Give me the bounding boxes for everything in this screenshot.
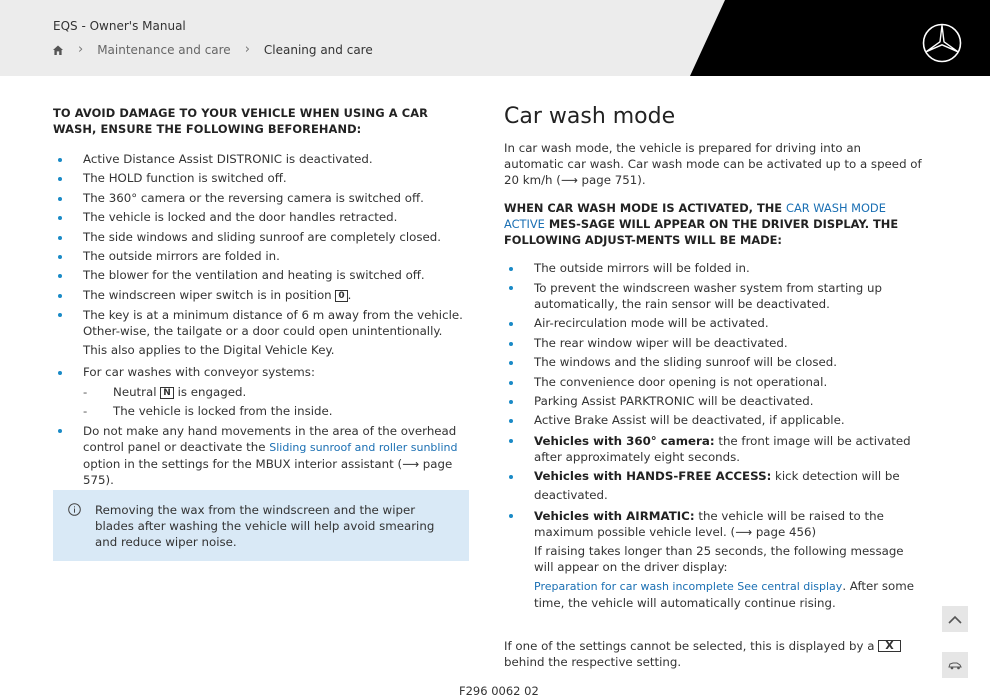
figure-code: F296 0062 02 bbox=[459, 684, 539, 698]
scroll-to-top-button[interactable] bbox=[942, 606, 968, 632]
neutral-key: N bbox=[160, 387, 174, 399]
list-item bbox=[53, 421, 473, 490]
breadcrumb bbox=[52, 42, 387, 57]
header bbox=[0, 0, 990, 76]
sunroof-option-link[interactable]: Sliding sunroof and roller sunblind bbox=[269, 441, 458, 455]
list-item: Active Brake Assist will be deactivated, if applicable. bbox=[504, 411, 924, 430]
list-item: The windscreen wiper switch is in position 0 . bbox=[53, 286, 473, 305]
list-item bbox=[504, 431, 924, 467]
list-item: The outside mirrors are folded in. bbox=[53, 247, 473, 266]
vehicle-button[interactable] bbox=[942, 652, 968, 678]
sub-item bbox=[83, 383, 473, 402]
chevron-up-icon bbox=[948, 615, 962, 624]
neutral-label: Neutral bbox=[113, 384, 157, 399]
list-item bbox=[53, 305, 473, 363]
list-item: Parking Assist PARKTRONIC will be deactivated. bbox=[504, 392, 924, 411]
list-item bbox=[504, 467, 924, 506]
intro-text: In car wash mode, the vehicle is prepared for driving into an automatic car wash. Car wash mode can be activated up to a speed of 20 km/h (⟶ page 751). bbox=[504, 141, 922, 187]
precaution-list bbox=[53, 150, 473, 490]
list-item: The outside mirrors will be folded in. bbox=[504, 259, 924, 278]
central-display-message[interactable]: Preparation for car wash incomplete See central display bbox=[534, 579, 843, 593]
vehicle-icon bbox=[947, 660, 963, 670]
info-note bbox=[53, 490, 469, 561]
list-item: The blower for the ventilation and heating is switched off. bbox=[53, 266, 473, 285]
digital-key-text: This also applies to the Digital Vehicle Key. bbox=[83, 343, 335, 358]
list-item: Air-recirculation mode will be activated. bbox=[504, 314, 924, 333]
airmatic-after: . After some time, the vehicle will automatically continue rising. bbox=[534, 578, 915, 610]
wiper-position-key: 0 bbox=[335, 290, 347, 302]
chevron-right-icon: › bbox=[78, 42, 84, 57]
right-column bbox=[504, 102, 924, 670]
warning-heading: TO AVOID DAMAGE TO YOUR VEHICLE WHEN USING A CAR WASH, ENSURE THE FOLLOWING BEFOREHAND: bbox=[53, 106, 429, 136]
list-item: The 360° camera or the reversing camera is switched off. bbox=[53, 189, 473, 208]
settings-text: If one of the settings cannot be selected, this is displayed by a bbox=[504, 638, 875, 653]
info-icon bbox=[68, 503, 81, 516]
sub-item: - The vehicle is locked from the inside. bbox=[83, 402, 473, 421]
airmatic-text: the vehicle will be raised to the maximum possible vehicle level. (⟶ page 456) bbox=[534, 508, 884, 539]
list-item: To prevent the windscreen washer system from starting up automatically, the rain sensor will be deactivated. bbox=[504, 278, 924, 314]
list-item: The windows and the sliding sunroof will be closed. bbox=[504, 353, 924, 372]
left-column bbox=[53, 105, 473, 490]
list-item: Active Distance Assist DISTRONIC is deactivated. bbox=[53, 150, 473, 169]
airmatic-label: Vehicles with AIRMATIC: bbox=[534, 508, 695, 523]
breadcrumb-cleaning[interactable]: Cleaning and care bbox=[263, 42, 373, 57]
handsfree-label: Vehicles with HANDS-FREE ACCESS: bbox=[534, 468, 772, 483]
mercedes-star-logo bbox=[922, 23, 962, 63]
settings-note bbox=[504, 638, 924, 670]
list-item: The vehicle is locked and the door handles retracted. bbox=[53, 208, 473, 227]
adjustments-list bbox=[504, 259, 924, 616]
camera-text: the front image will be activated after approximately eight seconds. bbox=[534, 433, 911, 464]
home-icon[interactable] bbox=[52, 44, 64, 56]
breadcrumb-maintenance[interactable]: Maintenance and care bbox=[97, 42, 231, 57]
camera-label: Vehicles with 360° camera: bbox=[534, 433, 715, 448]
list-item: The rear window wiper will be deactivated. bbox=[504, 334, 924, 353]
key-distance-text: The key is at a minimum distance of 6 m away from the vehicle. Other-wise, the tailgate or a door could open unintentionally. bbox=[83, 308, 463, 339]
list-item bbox=[53, 363, 473, 421]
warning-part: MES-SAGE WILL APPEAR ON THE DRIVER DISPLAY. THE FOLLOWING ADJUST-MENTS WILL BE MADE: bbox=[504, 217, 899, 247]
airmatic-continuation: If raising takes longer than 25 seconds, the following message will appear on the driver display: bbox=[534, 543, 904, 574]
settings-text: behind the respective setting. bbox=[504, 654, 682, 669]
engaged-text: is engaged. bbox=[177, 384, 247, 399]
conveyor-sublist bbox=[83, 383, 473, 422]
section-title: Car wash mode bbox=[504, 104, 676, 129]
brand-band bbox=[690, 0, 990, 76]
handsfree-text: kick detection will be deactivated. bbox=[534, 468, 900, 503]
car-wash-message-link[interactable]: CAR WASH MODE ACTIVE bbox=[504, 201, 886, 231]
note-text: Removing the wax from the windscreen and the wiper blades after washing the vehicle will help avoid smearing and reduce wiper noise. bbox=[95, 503, 435, 549]
mbux-text: option in the settings for the MBUX interior assistant (⟶ page 575). bbox=[83, 457, 453, 488]
manual-title: EQS - Owner's Manual bbox=[53, 19, 186, 33]
warning-part: WHEN CAR WASH MODE IS ACTIVATED, THE bbox=[504, 201, 783, 215]
unavailable-symbol: X bbox=[878, 640, 900, 652]
list-item: The HOLD function is switched off. bbox=[53, 169, 473, 188]
conveyor-text: For car washes with conveyor systems: bbox=[83, 365, 315, 380]
list-item: The side windows and sliding sunroof are completely closed. bbox=[53, 228, 473, 247]
list-item: The convenience door opening is not operational. bbox=[504, 373, 924, 392]
hand-movement-text: Do not make any hand movements in the area of the overhead control panel or deactivate the bbox=[83, 424, 457, 455]
chevron-right-icon: › bbox=[244, 42, 250, 57]
wiper-text: The windscreen wiper switch is in position bbox=[83, 287, 332, 302]
list-item bbox=[504, 506, 924, 616]
car-wash-warning bbox=[504, 200, 924, 248]
